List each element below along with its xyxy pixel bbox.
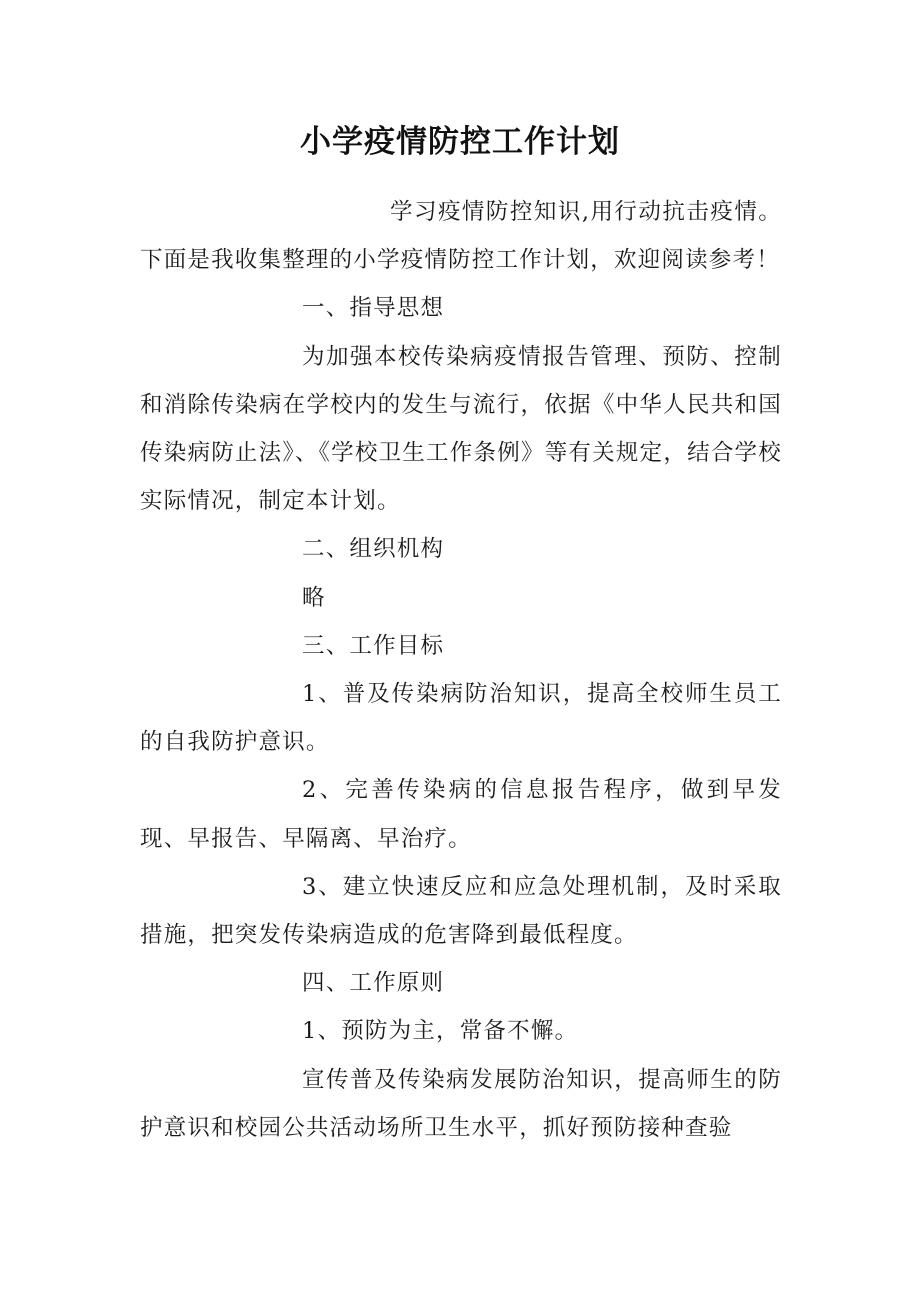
principle-item-1: 1、预防为主，常备不懈。 — [302, 1018, 579, 1045]
intro-paragraph: 学习疫情防控知识,用行动抗击疫情。下面是我收集整理的小学疫情防控工作计划，欢迎阅读参考！ — [140, 199, 782, 274]
goal-item-2: 2、完善传染病的信息报告程序，做到早发现、早报告、早隔离、早治疗。 — [140, 777, 782, 852]
goal-item-1: 1、普及传染病防治知识，提高全校师生员工的自我防护意识。 — [140, 681, 782, 756]
paragraph-organization: 略 — [302, 584, 326, 611]
document-body — [140, 188, 782, 1152]
document-title: 小学疫情防控工作计划 — [300, 124, 620, 160]
section-heading-work-goals: 三、工作目标 — [302, 632, 445, 659]
paragraph-principle-1: 宣传普及传染病发展防治知识，提高师生的防护意识和校园公共活动场所卫生水平，抓好预防接种查验 — [140, 1066, 782, 1141]
paragraph-guiding-ideology: 为加强本校传染病疫情报告管理、预防、控制和消除传染病在学校内的发生与流行，依据《中华人民共和国传染病防止法》、《学校卫生工作条例》等有关规定，结合学校实际情况，制定本计划。 — [140, 343, 782, 515]
section-heading-work-principles: 四、工作原则 — [302, 970, 445, 997]
goal-item-3: 3、建立快速反应和应急处理机制，及时采取措施，把突发传染病造成的危害降到最低程度。 — [140, 873, 782, 949]
section-heading-organization: 二、组织机构 — [302, 536, 445, 563]
section-heading-guiding-ideology: 一、指导思想 — [302, 295, 445, 322]
